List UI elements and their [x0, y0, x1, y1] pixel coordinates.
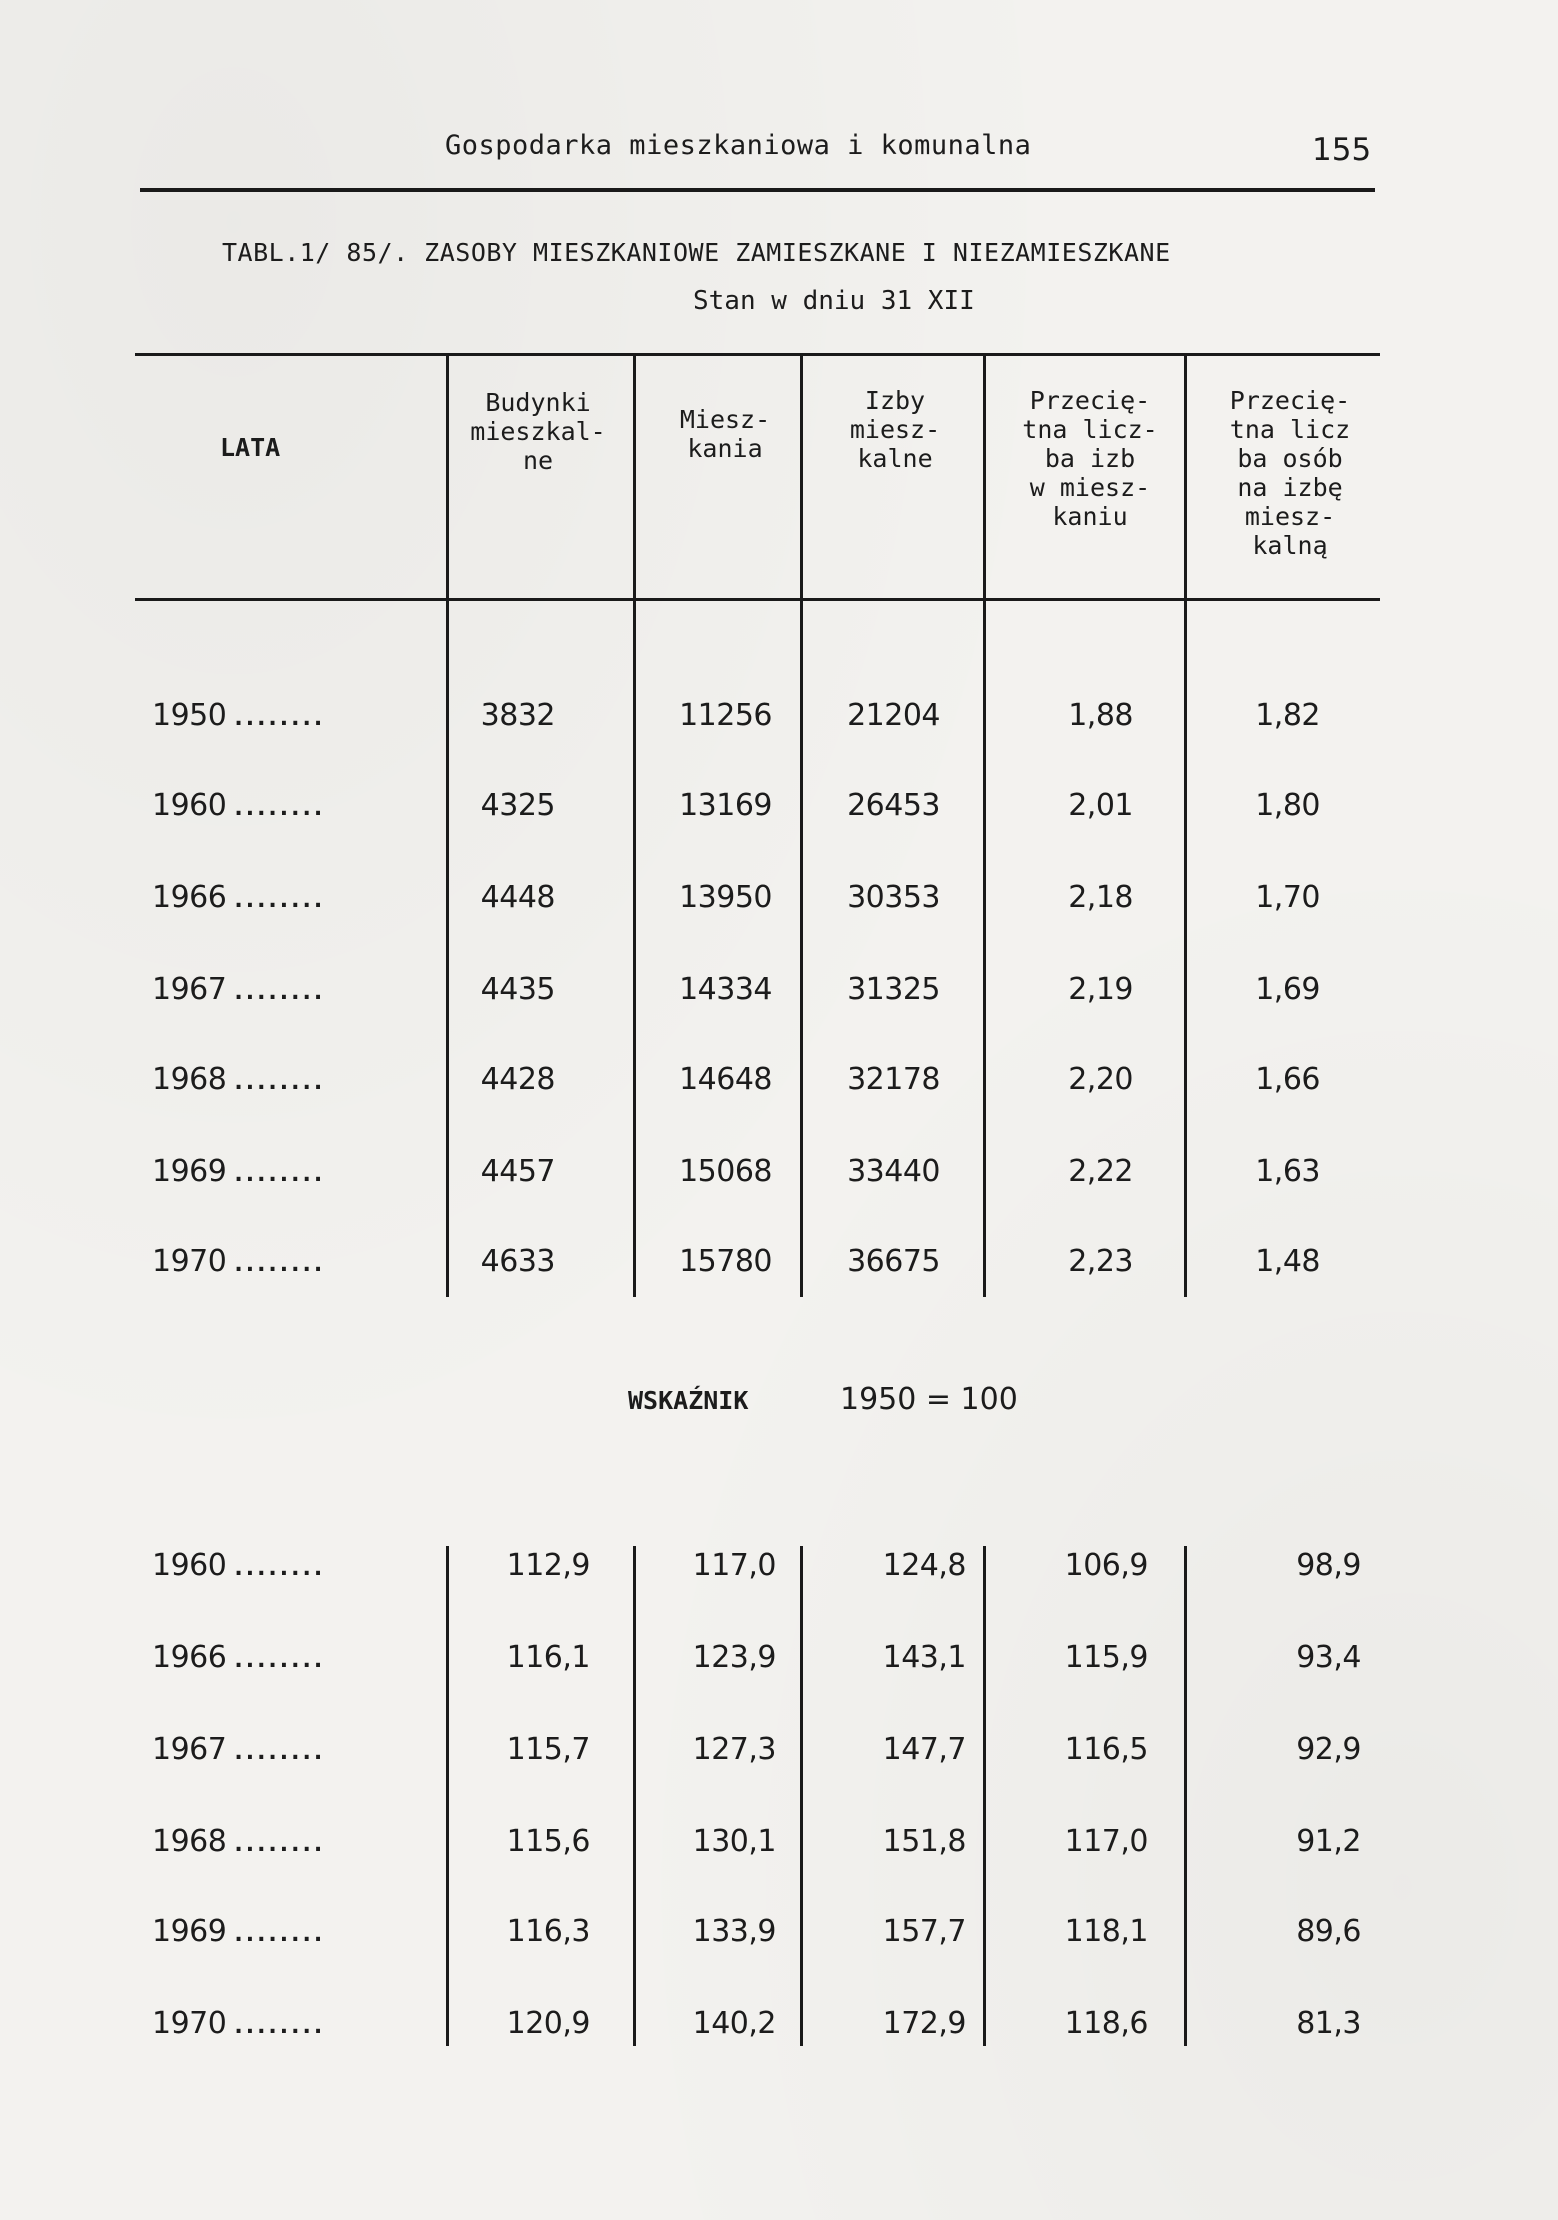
index-cell: 147,7 [882, 1732, 966, 1767]
index-cell: 117,0 [692, 1548, 776, 1583]
index-cell: 115,6 [506, 1824, 590, 1859]
index-cell: 117,0 [1064, 1824, 1148, 1859]
index-cell: 118,1 [1064, 1914, 1148, 1949]
leader-dots: ........ [234, 796, 326, 821]
table-cell: 2,18 [1068, 880, 1133, 915]
table-row-year: 1968 ........ [152, 1062, 326, 1097]
running-head: Gospodarka mieszkaniowa i komunalna [445, 130, 1032, 161]
table-cell: 15780 [679, 1244, 772, 1279]
index-cell: 116,5 [1064, 1732, 1148, 1767]
index-cell: 130,1 [692, 1824, 776, 1859]
table-cell: 33440 [847, 1154, 940, 1189]
index-row-year: 1970 ........ [152, 2006, 326, 2041]
column-header-izb-w-mieszkaniu: Przecię- tna licz- ba izb w miesz- kaniu [1022, 386, 1158, 531]
index-base: 1950 = 100 [840, 1382, 1018, 1417]
table-cell: 13169 [679, 788, 772, 823]
table-cell: 1,66 [1255, 1062, 1320, 1097]
column-divider [1184, 355, 1187, 1297]
index-row-year: 1967 ........ [152, 1732, 326, 1767]
leader-dots: ........ [234, 1162, 326, 1187]
index-cell: 112,9 [506, 1548, 590, 1583]
table-cell: 1,82 [1255, 698, 1320, 733]
index-cell: 157,7 [882, 1914, 966, 1949]
table-cell: 11256 [679, 698, 772, 733]
index-cell: 151,8 [882, 1824, 966, 1859]
column-divider [983, 355, 986, 1297]
page-number: 155 [1312, 132, 1372, 168]
leader-dots: ........ [234, 1832, 326, 1857]
table-cell: 2,20 [1068, 1062, 1133, 1097]
table-row-year: 1967 ........ [152, 972, 326, 1007]
index-cell: 133,9 [692, 1914, 776, 1949]
column-header-budynki: Budynki mieszkal- ne [470, 388, 606, 475]
index-cell: 98,9 [1296, 1548, 1361, 1583]
table-cell: 31325 [847, 972, 940, 1007]
leader-dots: ........ [234, 1922, 326, 1947]
table-cell: 1,63 [1255, 1154, 1320, 1189]
table-row-year: 1950 ........ [152, 698, 326, 733]
column-divider [633, 1546, 636, 2046]
index-cell: 172,9 [882, 2006, 966, 2041]
index-row-year: 1968 ........ [152, 1824, 326, 1859]
column-header-lata: LATA [220, 433, 281, 462]
index-cell: 89,6 [1296, 1914, 1361, 1949]
index-cell: 92,9 [1296, 1732, 1361, 1767]
leader-dots: ........ [234, 1070, 326, 1095]
table-cell: 1,48 [1255, 1244, 1320, 1279]
leader-dots: ........ [234, 2014, 326, 2039]
table-cell: 2,23 [1068, 1244, 1133, 1279]
index-cell: 115,7 [506, 1732, 590, 1767]
index-row-year: 1969 ........ [152, 1914, 326, 1949]
index-cell: 127,3 [692, 1732, 776, 1767]
column-divider [633, 355, 636, 1297]
index-cell: 116,1 [506, 1640, 590, 1675]
index-cell: 124,8 [882, 1548, 966, 1583]
leader-dots: ........ [234, 888, 326, 913]
leader-dots: ........ [234, 1648, 326, 1673]
index-cell: 123,9 [692, 1640, 776, 1675]
table-cell: 21204 [847, 698, 940, 733]
table-subtitle: Stan w dniu 31 XII [693, 286, 975, 316]
table-top-rule [135, 353, 1380, 356]
leader-dots: ........ [234, 1740, 326, 1765]
table-cell: 4457 [480, 1154, 555, 1189]
table-row-year: 1969 ........ [152, 1154, 326, 1189]
table-row-year: 1966 ........ [152, 880, 326, 915]
index-cell: 116,3 [506, 1914, 590, 1949]
index-label: WSKAŹNIK [628, 1386, 749, 1415]
table-title: TABL.1/ 85/. ZASOBY MIESZKANIOWE ZAMIESZKANE I NIEZAMIESZKANE [222, 238, 1171, 267]
column-divider [800, 355, 803, 1297]
leader-dots: ........ [234, 1556, 326, 1581]
table-cell: 4325 [480, 788, 555, 823]
header-rule [140, 188, 1375, 192]
table-cell: 30353 [847, 880, 940, 915]
table-cell: 3832 [480, 698, 555, 733]
index-cell: 91,2 [1296, 1824, 1361, 1859]
index-cell: 115,9 [1064, 1640, 1148, 1675]
table-cell: 4448 [480, 880, 555, 915]
table-cell: 14648 [679, 1062, 772, 1097]
table-cell: 1,70 [1255, 880, 1320, 915]
leader-dots: ........ [234, 706, 326, 731]
index-row-year: 1966 ........ [152, 1640, 326, 1675]
table-header-bottom-rule [135, 598, 1380, 601]
index-row-year: 1960 ........ [152, 1548, 326, 1583]
table-cell: 2,01 [1068, 788, 1133, 823]
table-cell: 36675 [847, 1244, 940, 1279]
index-cell: 120,9 [506, 2006, 590, 2041]
table-cell: 14334 [679, 972, 772, 1007]
column-divider [1184, 1546, 1187, 2046]
index-cell: 143,1 [882, 1640, 966, 1675]
leader-dots: ........ [234, 1252, 326, 1277]
table-cell: 26453 [847, 788, 940, 823]
table-row-year: 1970 ........ [152, 1244, 326, 1279]
index-cell: 81,3 [1296, 2006, 1361, 2041]
leader-dots: ........ [234, 980, 326, 1005]
table-cell: 2,19 [1068, 972, 1133, 1007]
table-cell: 4428 [480, 1062, 555, 1097]
index-cell: 118,6 [1064, 2006, 1148, 2041]
index-cell: 106,9 [1064, 1548, 1148, 1583]
column-header-izby: Izby miesz- kalne [849, 386, 941, 473]
table-cell: 4435 [480, 972, 555, 1007]
table-cell: 13950 [679, 880, 772, 915]
table-cell: 1,80 [1255, 788, 1320, 823]
column-divider [446, 355, 449, 1297]
index-cell: 93,4 [1296, 1640, 1361, 1675]
table-cell: 2,22 [1068, 1154, 1133, 1189]
column-divider [983, 1546, 986, 2046]
table-row-year: 1960 ........ [152, 788, 326, 823]
table-cell: 1,88 [1068, 698, 1133, 733]
column-header-osob-na-izbe: Przecię- tna licz ba osób na izbę miesz- kalną [1229, 386, 1351, 560]
column-divider [800, 1546, 803, 2046]
column-header-mieszkania: Miesz- kania [679, 405, 771, 463]
table-cell: 1,69 [1255, 972, 1320, 1007]
index-cell: 140,2 [692, 2006, 776, 2041]
table-cell: 32178 [847, 1062, 940, 1097]
table-cell: 15068 [679, 1154, 772, 1189]
column-divider [446, 1546, 449, 2046]
table-cell: 4633 [480, 1244, 555, 1279]
